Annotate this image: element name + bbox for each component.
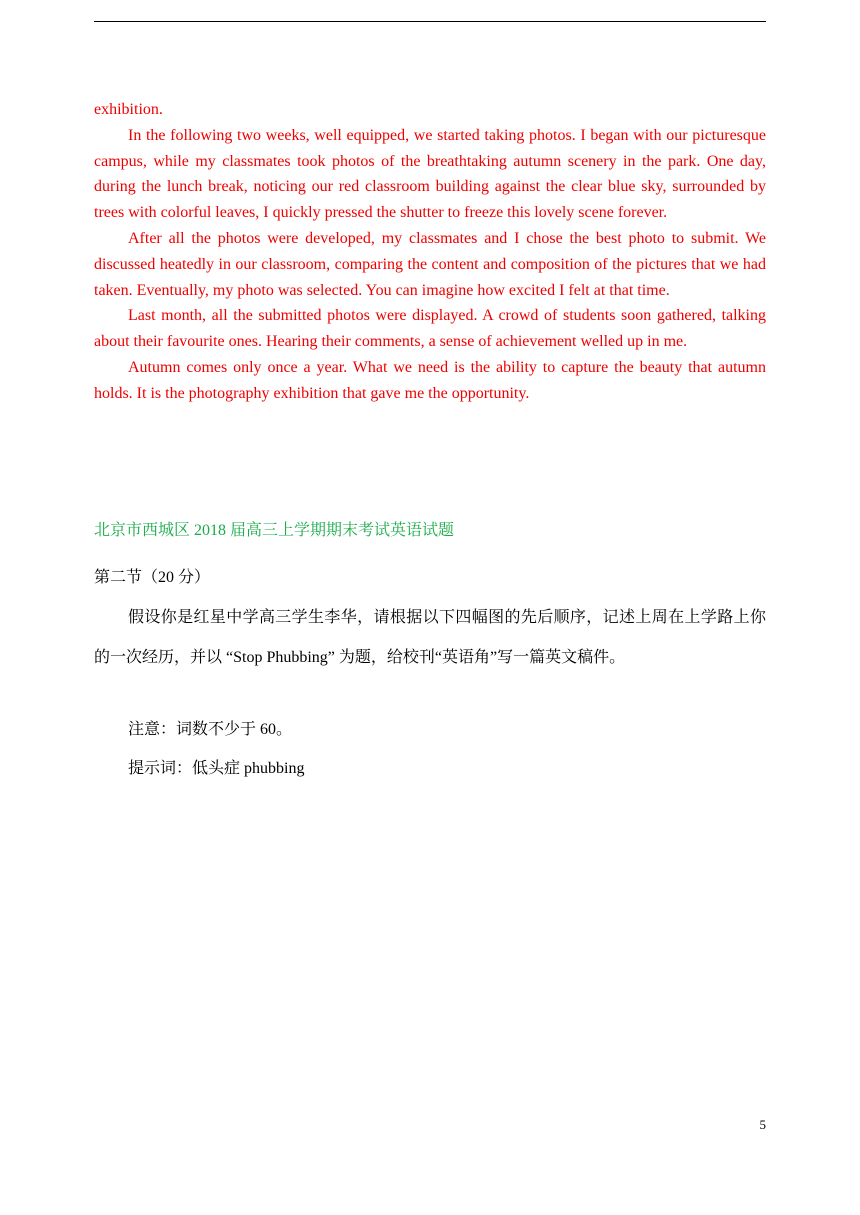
exam-source-title: 北京市西城区 2018 届高三上学期期末考试英语试题: [94, 522, 455, 539]
answer-essay: [94, 97, 766, 407]
answer-paragraph: Autumn comes only once a year. What we need is the ability to capture the beauty that autumn holds. It is the photography exhibition that gave me the opportunity.: [94, 358, 766, 402]
page-number: 5: [759, 1117, 766, 1132]
section-label: 第二节（20 分）: [94, 569, 211, 586]
answer-paragraph-continuation: exhibition.: [94, 101, 163, 118]
writing-prompt: 假设你是红星中学高三学生李华，请根据以下四幅图的先后顺序，记述上周在上学路上你的一次经历，并以 “Stop Phubbing” 为题，给校刊“英语角”写一篇英文稿件。: [94, 609, 766, 666]
hint-words-note: 提示词：低头症 phubbing: [128, 760, 305, 777]
word-count-note: 注意：词数不少于 60。: [128, 721, 293, 738]
header-rule: [94, 21, 766, 22]
answer-paragraph: Last month, all the submitted photos were displayed. A crowd of students soon gathered, talking about their favourite ones. Hearing their comments, a sense of achievement welled up in me.: [94, 307, 766, 351]
answer-paragraph: After all the photos were developed, my classmates and I chose the best photo to submit. We discussed heatedly in our classroom, comparing the content and composition of the pictures that we had taken. Eventually, my photo was selected. You can imagine how excited I felt at that time.: [94, 229, 766, 299]
answer-paragraph: In the following two weeks, well equipped, we started taking photos. I began with our picturesque campus, while my classmates took photos of the breathtaking autumn scenery in the park. One day, during the lunch break, noticing our red classroom building against the clear blue sky, surrounded by trees with colorful leaves, I quickly pressed the shutter to freeze this lovely scene forever.: [94, 126, 766, 222]
